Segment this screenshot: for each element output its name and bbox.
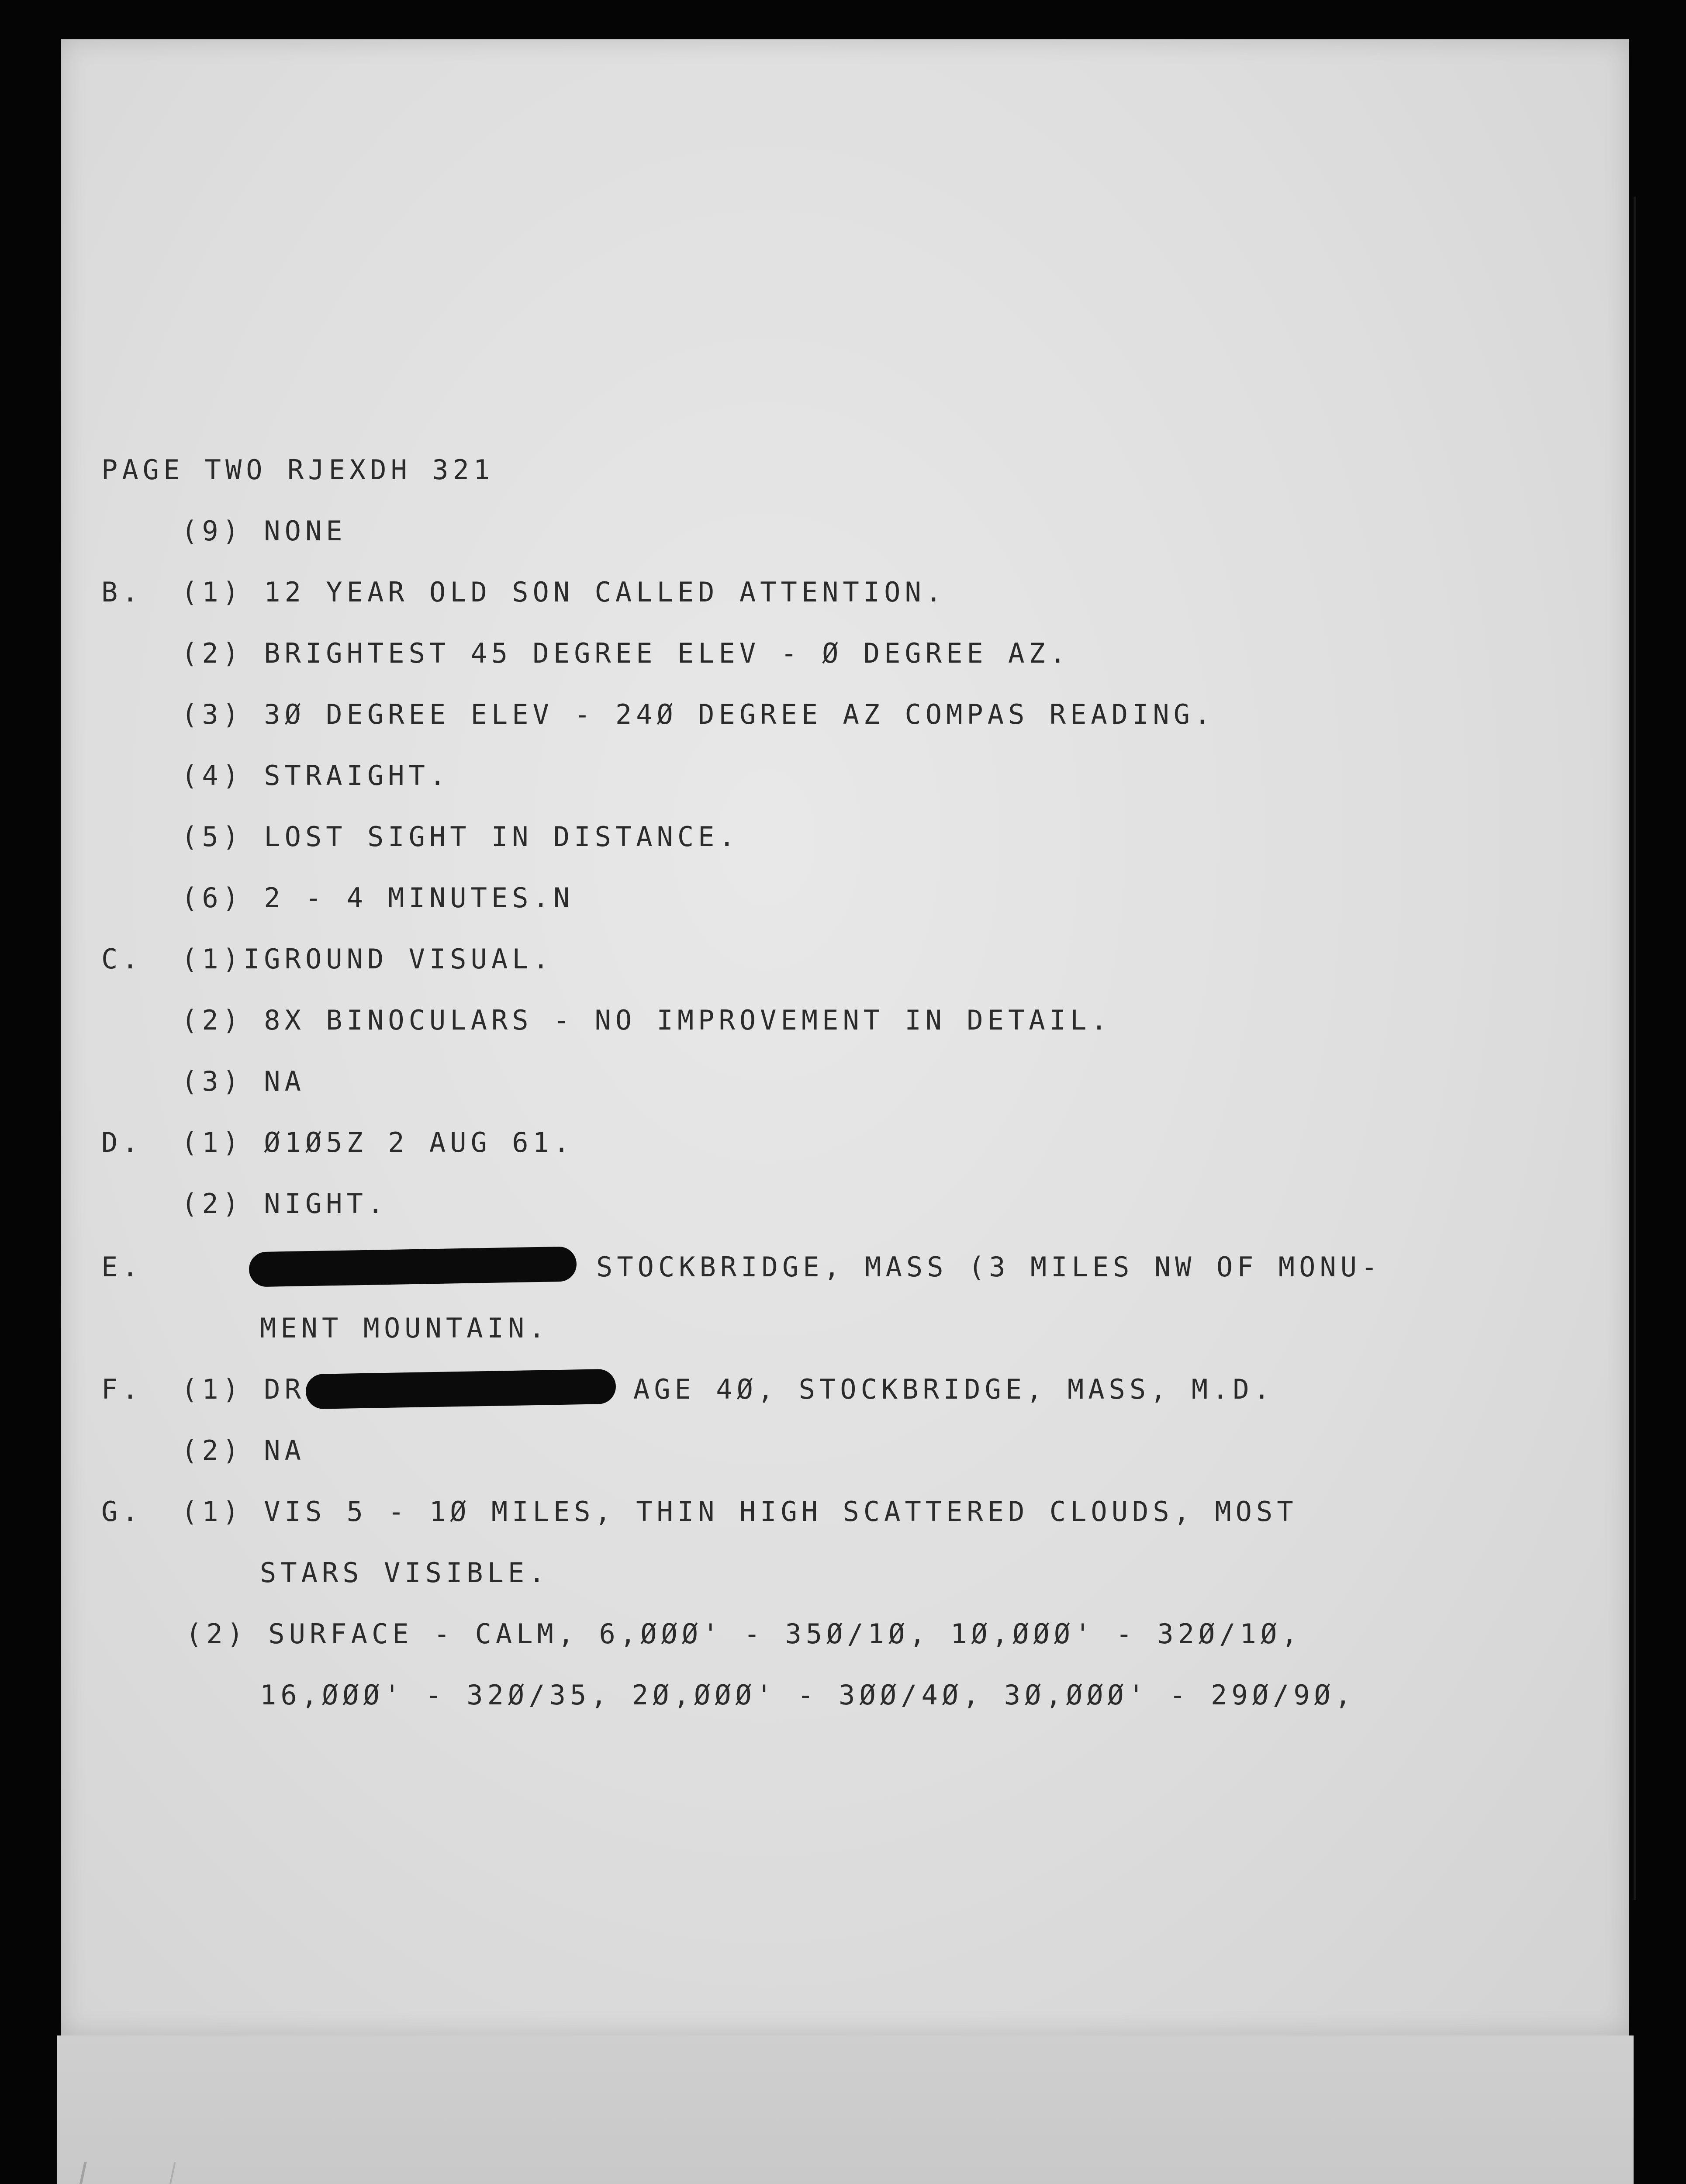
underlying-sheet: [57, 2035, 1634, 2184]
section-marker-g: G.: [101, 1496, 143, 1527]
line-g1-continued: STARS VISIBLE.: [260, 1557, 549, 1589]
line-d2: (2) NIGHT.: [181, 1188, 388, 1220]
section-marker-b: B.: [101, 576, 143, 608]
line-b6: (6) 2 - 4 MINUTES.N: [181, 882, 574, 914]
document-page: [61, 39, 1629, 2035]
section-marker-f: F.: [101, 1373, 143, 1405]
redaction-bar: [249, 1246, 577, 1287]
line-f2: (2) NA: [181, 1434, 305, 1466]
line-g1: (1) VIS 5 - 1Ø MILES, THIN HIGH SCATTERED CLOUDS, MOST: [181, 1496, 1298, 1527]
line-e1: STOCKBRIDGE, MASS (3 MILES NW OF MONU-: [596, 1251, 1382, 1283]
line-g2: (2) SURFACE - CALM, 6,ØØØ' - 35Ø/1Ø, 1Ø,ØØØ' - 32Ø/1Ø,: [186, 1618, 1302, 1650]
line-b5: (5) LOST SIGHT IN DISTANCE.: [181, 821, 739, 853]
line-g2-continued: 16,ØØØ' - 32Ø/35, 2Ø,ØØØ' - 3ØØ/4Ø, 3Ø,ØØØ' - 29Ø/9Ø,: [260, 1679, 1356, 1711]
line-b3: (3) 3Ø DEGREE ELEV - 24Ø DEGREE AZ COMPAS READING.: [181, 698, 1215, 730]
line-e2: MENT MOUNTAIN.: [260, 1312, 549, 1344]
line-c2: (2) 8X BINOCULARS - NO IMPROVEMENT IN DETAIL.: [181, 1004, 1112, 1036]
line-c3: (3) NA: [181, 1065, 305, 1097]
section-marker-e: E.: [101, 1251, 143, 1283]
line-c1: (1)IGROUND VISUAL.: [181, 943, 553, 975]
section-marker-d: D.: [101, 1127, 143, 1158]
redaction-bar: [305, 1369, 616, 1409]
margin-rule: [1634, 197, 1636, 1900]
line-b2: (2) BRIGHTEST 45 DEGREE ELEV - Ø DEGREE AZ.: [181, 637, 1071, 669]
page-header: PAGE TWO RJEXDH 321: [101, 454, 494, 486]
line-f1-continued: AGE 4Ø, STOCKBRIDGE, MASS, M.D.: [633, 1373, 1275, 1405]
line-9-none: (9) NONE: [181, 515, 347, 547]
line-b1: (1) 12 YEAR OLD SON CALLED ATTENTION.: [181, 576, 947, 608]
line-d1: (1) Ø1Ø5Z 2 AUG 61.: [181, 1127, 574, 1158]
section-marker-c: C.: [101, 943, 143, 975]
line-b4: (4) STRAIGHT.: [181, 760, 450, 791]
line-f1: (1) DR: [181, 1373, 305, 1405]
